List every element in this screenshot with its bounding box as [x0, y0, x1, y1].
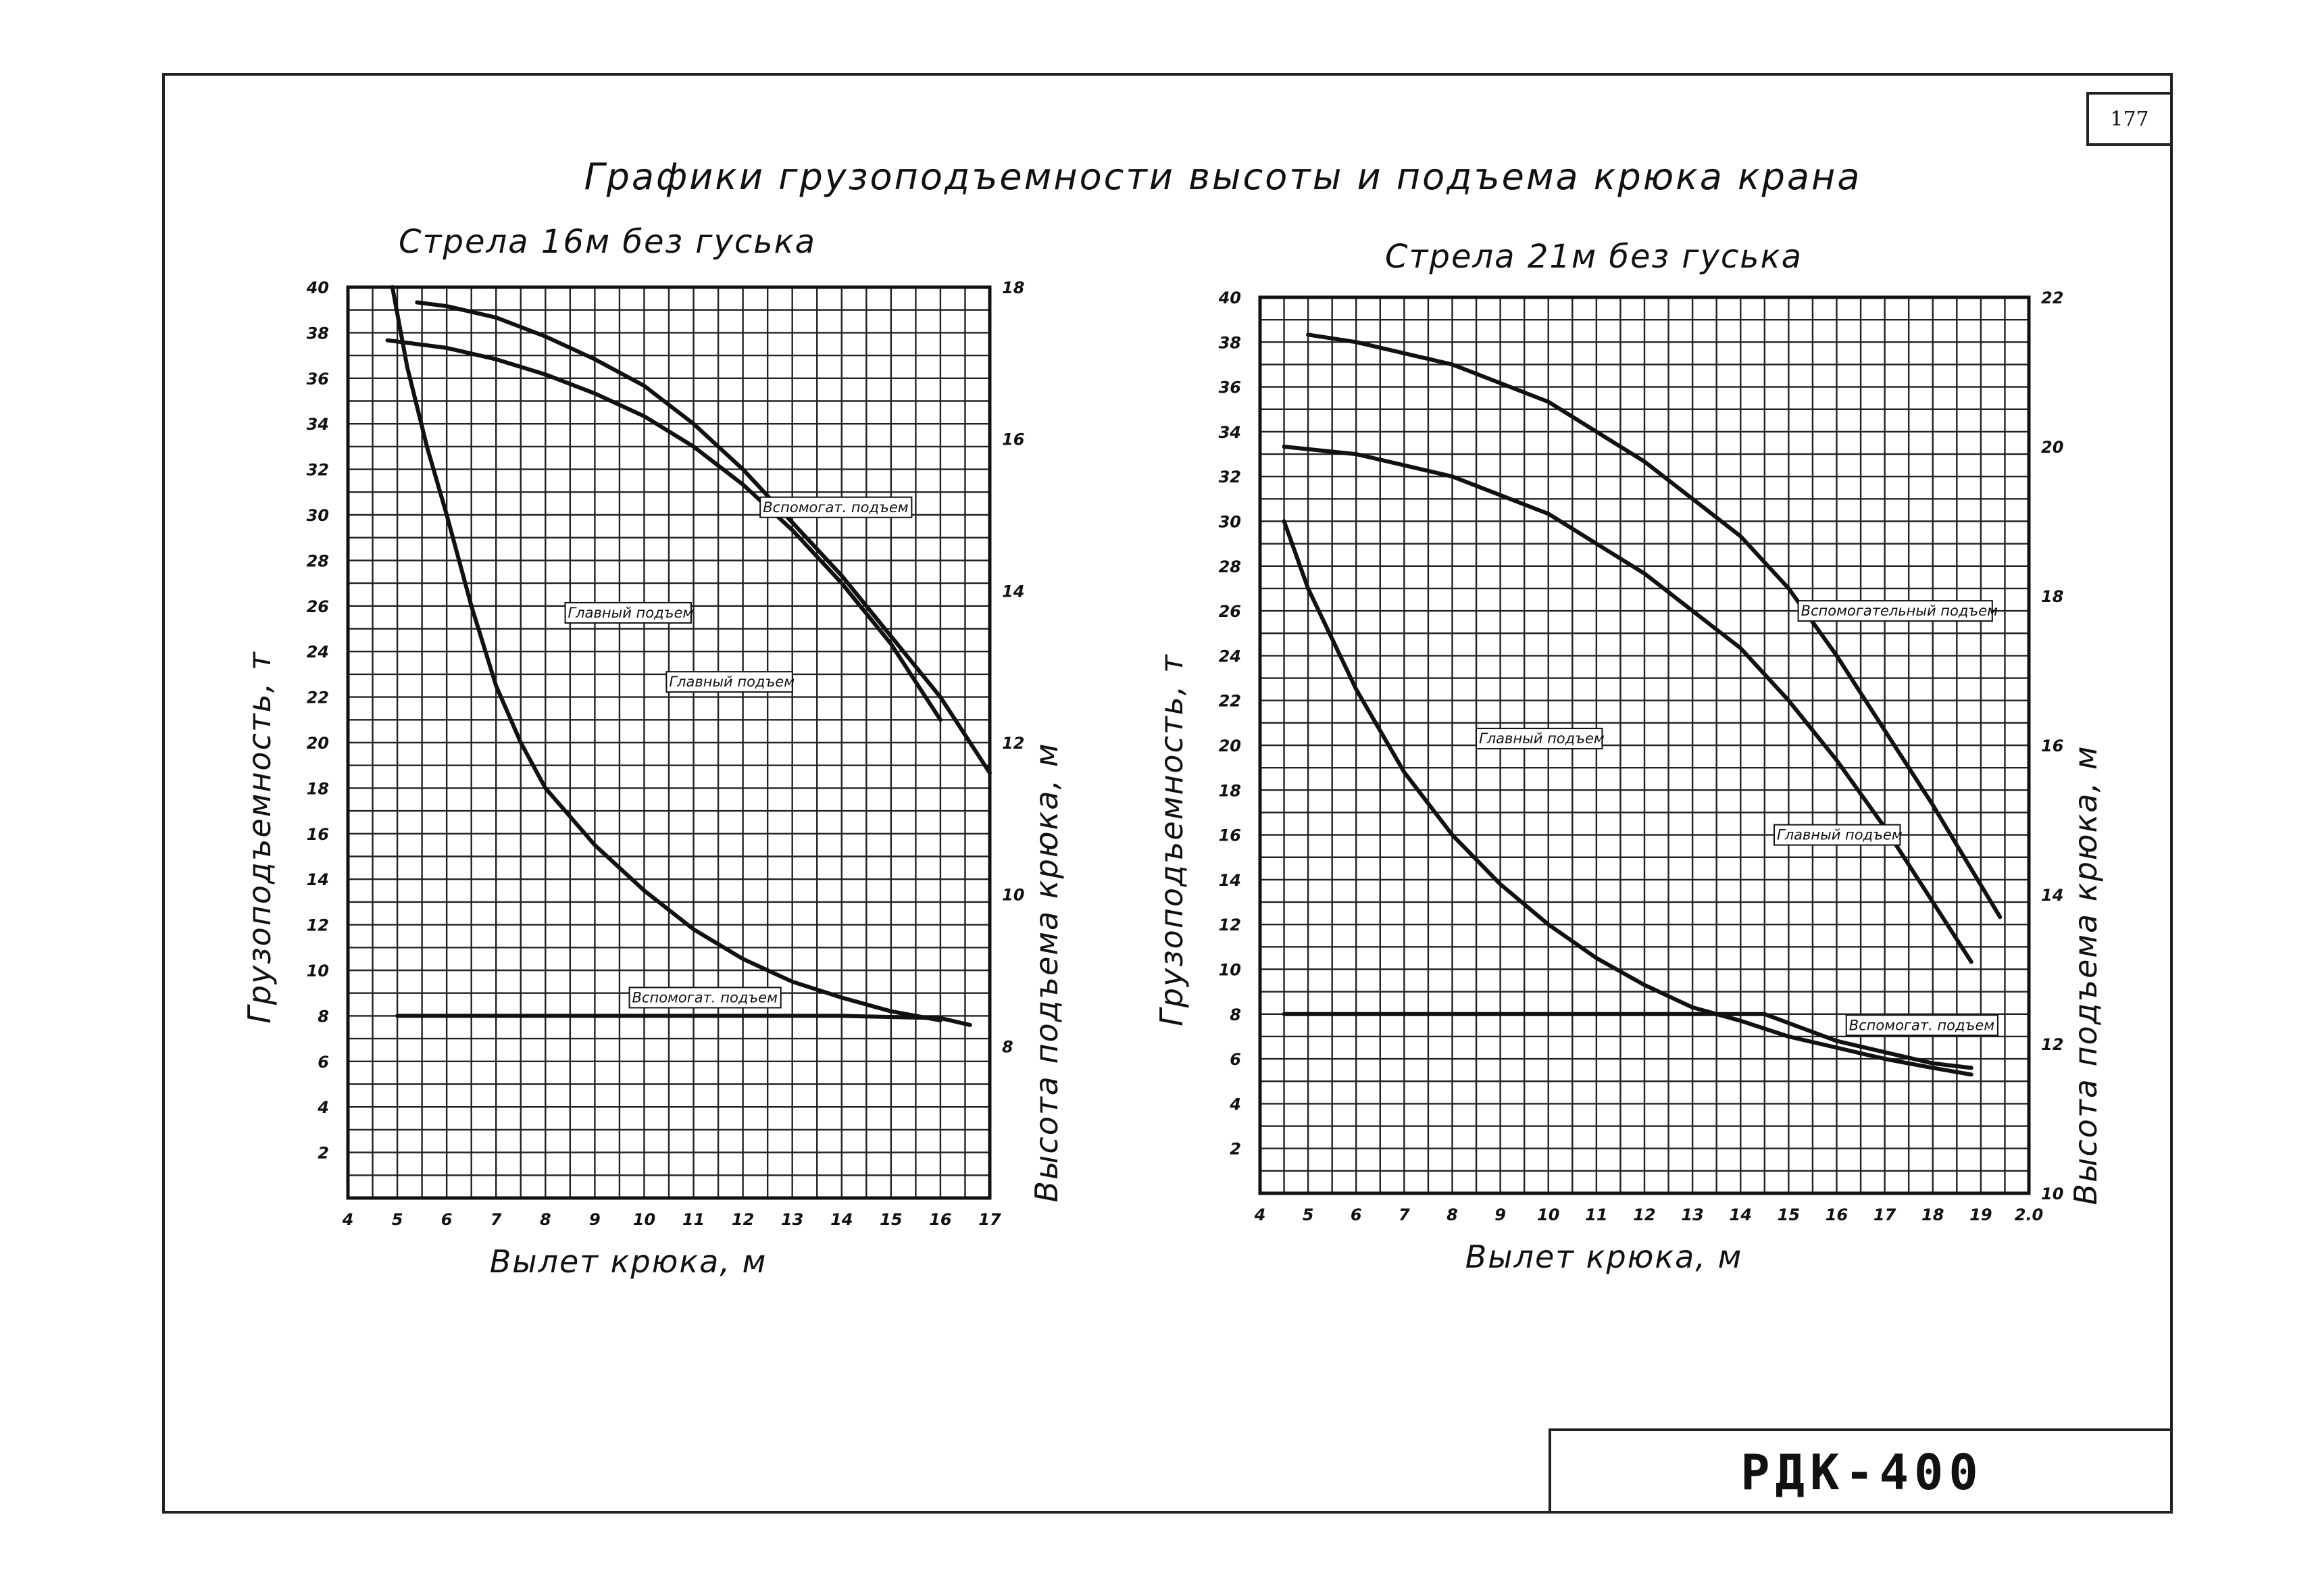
y2-axis-title: Высота подъема крюка, м: [2067, 745, 2104, 1205]
y-tick-label: 40: [1218, 289, 1241, 307]
x-axis-title: Вылет крюка, м: [1465, 1239, 1743, 1275]
x-tick-label: 4: [1254, 1205, 1266, 1224]
x-tick-label: 14: [830, 1210, 853, 1229]
y-tick-label: 2: [318, 1143, 329, 1163]
x-tick-label: 16: [1825, 1205, 1848, 1224]
x-tick-label: 15: [880, 1210, 903, 1229]
x-tick-label: 10: [632, 1210, 656, 1229]
x-tick-label: 7: [490, 1210, 502, 1229]
y-axis-title: Грузоподъемность, т: [1153, 653, 1190, 1026]
y-tick-label: 32: [1218, 468, 1241, 487]
x-tick-label: 8: [539, 1210, 551, 1229]
x-tick-label: 9: [589, 1210, 601, 1229]
y-tick-label: 8: [1230, 1005, 1241, 1024]
y2-tick-label: 22: [2041, 289, 2064, 307]
x-tick-label: 9: [1494, 1205, 1506, 1224]
x-tick-label: 18: [1921, 1205, 1944, 1224]
chart-1: [241, 278, 1065, 1280]
y-tick-label: 26: [1218, 602, 1241, 622]
x-tick-label: 2.0: [2014, 1205, 2044, 1224]
x-axis-title: Вылет крюка, м: [489, 1243, 768, 1280]
y-tick-label: 34: [306, 415, 329, 434]
y-tick-label: 36: [1218, 378, 1241, 397]
y-tick-label: 28: [306, 551, 329, 571]
y-tick-label: 34: [1218, 422, 1241, 442]
y-tick-label: 12: [1218, 916, 1241, 935]
y-tick-label: 20: [1218, 737, 1241, 755]
x-tick-label: 5: [1302, 1205, 1314, 1224]
y2-tick-label: 16: [1002, 430, 1025, 449]
x-tick-label: 5: [391, 1210, 403, 1229]
series-line-1: [393, 287, 940, 1020]
y-tick-label: 14: [306, 870, 329, 890]
drawing-code: РДК-400: [1740, 1444, 1984, 1501]
y-tick-label: 8: [318, 1007, 329, 1026]
x-tick-label: 13: [780, 1210, 804, 1229]
x-tick-label: 17: [1873, 1205, 1896, 1224]
y-tick-label: 6: [318, 1052, 329, 1072]
y-tick-label: 30: [306, 506, 329, 525]
y-tick-label: 24: [306, 643, 329, 662]
curve-label: Вспомогательный подъем: [1801, 603, 1998, 620]
x-tick-label: 19: [1969, 1205, 1992, 1224]
y-tick-label: 22: [306, 688, 329, 707]
y2-tick-label: 14: [1002, 582, 1025, 601]
y-tick-label: 32: [306, 460, 329, 480]
x-tick-label: 4: [342, 1210, 354, 1229]
x-tick-label: 6: [441, 1210, 453, 1229]
y-tick-label: 2: [1230, 1139, 1241, 1159]
y-tick-label: 14: [1218, 870, 1241, 890]
y2-tick-label: 18: [1002, 278, 1025, 297]
y2-tick-label: 20: [2041, 438, 2064, 457]
chart-1-title: Стрела 16м без гуська: [399, 223, 816, 261]
y2-tick-label: 12: [1002, 734, 1025, 753]
page-title: Графики грузоподъемности высоты и подъема крюка крана: [584, 155, 1862, 198]
y2-tick-label: 18: [2041, 587, 2064, 606]
y-tick-label: 24: [1218, 647, 1241, 666]
y-tick-label: 22: [1218, 691, 1241, 711]
y-tick-label: 28: [1218, 557, 1241, 576]
y2-tick-label: 16: [2041, 737, 2064, 755]
y2-tick-label: 8: [1002, 1037, 1013, 1057]
y-tick-label: 18: [1218, 781, 1241, 801]
x-tick-label: 17: [978, 1210, 1001, 1229]
y-tick-label: 38: [306, 324, 329, 343]
y2-axis-title: Высота подъема крюка, м: [1028, 742, 1065, 1203]
x-tick-label: 8: [1447, 1205, 1458, 1224]
x-tick-label: 11: [1585, 1205, 1608, 1224]
x-tick-label: 11: [682, 1210, 705, 1229]
y-tick-label: 26: [306, 597, 329, 616]
x-tick-label: 13: [1681, 1205, 1704, 1224]
x-tick-label: 16: [929, 1210, 952, 1229]
x-tick-label: 14: [1729, 1205, 1752, 1224]
y-tick-label: 10: [306, 962, 329, 980]
curve-label: Главный подъем: [1777, 826, 1903, 843]
chart-2: [1153, 289, 2104, 1275]
y-tick-label: 36: [306, 369, 329, 389]
y-tick-label: 30: [1218, 512, 1241, 532]
x-tick-label: 10: [1537, 1205, 1560, 1224]
curve-label: Главный подъем: [1479, 730, 1605, 747]
x-tick-label: 6: [1350, 1205, 1362, 1224]
y2-tick-label: 12: [2041, 1035, 2064, 1054]
x-tick-label: 7: [1399, 1205, 1410, 1224]
x-tick-label: 15: [1777, 1205, 1801, 1224]
y-axis-title: Грузоподъемность, т: [241, 651, 278, 1024]
y-tick-label: 4: [318, 1098, 329, 1118]
y2-tick-label: 14: [2041, 886, 2064, 905]
curve-label: Вспомогат. подъем: [763, 499, 909, 516]
chart-2-title: Стрела 21м без гуська: [1385, 238, 1803, 276]
y-tick-label: 12: [306, 916, 329, 935]
y-tick-label: 6: [1230, 1050, 1241, 1070]
x-tick-label: 12: [1633, 1205, 1656, 1224]
y-tick-label: 4: [1230, 1095, 1241, 1114]
page-number: 177: [2086, 92, 2173, 146]
y-tick-label: 20: [306, 734, 329, 753]
y-tick-label: 40: [306, 278, 329, 297]
curve-label: Вспомогат. подъем: [1848, 1017, 1995, 1034]
y-tick-label: 18: [306, 779, 329, 799]
y-tick-label: 16: [1218, 826, 1241, 845]
series-line-3: [388, 341, 940, 720]
y2-tick-label: 10: [2041, 1184, 2064, 1203]
y2-tick-label: 10: [1002, 885, 1025, 905]
grid: [348, 287, 990, 1198]
curve-label: Вспомогат. подъем: [632, 989, 778, 1006]
y-tick-label: 16: [306, 824, 329, 844]
y-tick-label: 38: [1218, 333, 1241, 353]
x-tick-label: 12: [731, 1210, 755, 1229]
series-line-2: [397, 1016, 970, 1025]
y-tick-label: 10: [1218, 960, 1241, 980]
curve-label: Главный подъем: [568, 604, 694, 621]
curve-label: Главный подъем: [669, 674, 795, 691]
